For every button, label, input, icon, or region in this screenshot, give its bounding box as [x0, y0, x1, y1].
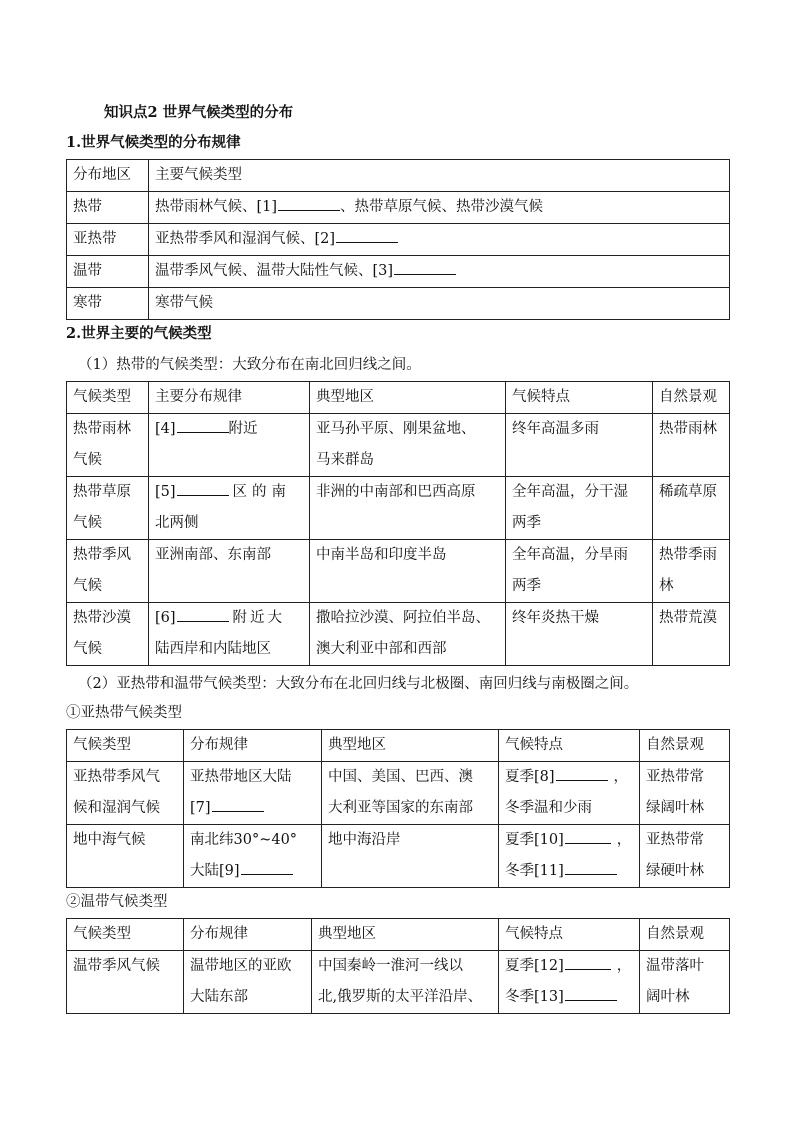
cell-line: 气候 — [73, 515, 102, 531]
header-cell: 分布规律 — [184, 730, 322, 762]
feature-cell — [499, 762, 640, 825]
cell-line: 陆西岸和内陆地区 — [155, 641, 271, 657]
cell-line: 南北纬30°~40° — [190, 832, 298, 848]
header-cell: 气候类型 — [67, 730, 184, 762]
header-cell: 自然景观 — [640, 919, 730, 951]
climate-type-cell: 地中海气候 — [67, 825, 184, 888]
cell-line: 亚热带常 — [646, 832, 704, 848]
climate-cell: 寒带气候 — [149, 288, 730, 320]
cell-text: 夏季[12] — [505, 958, 564, 974]
header-cell: 分布规律 — [184, 919, 312, 951]
scene-cell: 热带雨林 — [653, 414, 730, 477]
region-cell — [312, 951, 499, 1014]
cell-line: 大利亚等国家的东南部 — [328, 800, 473, 816]
cell-line: 阔叶林 — [646, 989, 690, 1005]
cell-line: 大陆东部 — [190, 989, 248, 1005]
cell-text: ， — [616, 958, 632, 974]
scene-cell: 热带荒漠 — [653, 603, 730, 666]
answer-blank[interactable] — [278, 194, 340, 211]
cell-line: 候和湿润气候 — [73, 800, 160, 816]
cell-text: 夏季[10] — [505, 832, 564, 848]
zone-cell: 寒带 — [67, 288, 149, 320]
climate-cell — [149, 224, 730, 256]
cell-line: 林 — [659, 578, 674, 594]
table-header-row — [67, 160, 730, 192]
answer-blank[interactable] — [556, 764, 608, 781]
distribution-cell: 亚洲南部、东南部 — [149, 540, 310, 603]
climate-type-cell — [67, 414, 149, 477]
answer-blank[interactable] — [177, 605, 229, 622]
subtropical-title: ①亚热带气候类型 — [66, 705, 182, 721]
cell-line: 全年高温，分干湿 — [512, 484, 628, 500]
cell-text: [5] — [155, 484, 176, 500]
header-cell: 自然景观 — [640, 730, 730, 762]
scene-cell: 稀疏草原 — [653, 477, 730, 540]
table-row — [67, 603, 730, 666]
region-cell — [310, 414, 506, 477]
answer-blank[interactable] — [241, 858, 293, 875]
table-row — [67, 224, 730, 256]
header-cell: 主要分布规律 — [149, 382, 310, 414]
distribution-cell — [149, 414, 310, 477]
climate-type-cell: 温带季风气候 — [67, 951, 184, 1014]
answer-blank[interactable] — [212, 795, 264, 812]
table-row — [67, 288, 730, 320]
table-row — [67, 951, 730, 1014]
cell-line: 马来群岛 — [316, 452, 374, 468]
cell-line: 热带季雨 — [659, 547, 717, 563]
distribution-cell — [184, 951, 312, 1014]
cell-text: 亚热带季风和湿润气候、[2] — [155, 231, 336, 247]
region-cell — [322, 762, 499, 825]
cell-line: 亚热带季风气 — [73, 769, 160, 785]
table-row — [67, 192, 730, 224]
cell-line: 两季 — [512, 578, 541, 594]
cell-line: 热带草原 — [73, 484, 131, 500]
zone-cell: 热带 — [67, 192, 149, 224]
answer-blank[interactable] — [336, 226, 398, 243]
cell-line: 热带季风 — [73, 547, 131, 563]
cell-line: 亚热带常 — [646, 769, 704, 785]
cell-line: 北,俄罗斯的太平洋沿岸、 — [318, 989, 483, 1005]
cell-line: 亚热带地区大陆 — [190, 769, 292, 785]
scene-cell — [640, 762, 730, 825]
table-header-row — [67, 730, 730, 762]
temperate-title: ②温带气候类型 — [66, 894, 168, 910]
cell-text: 夏季[8] — [505, 769, 555, 785]
temperate-intro: （2）亚热带和温带气候类型：大致分布在北回归线与北极圈、南回归线与南极圈之间。 — [78, 676, 639, 692]
cell-text: 附近大 — [232, 610, 286, 626]
table-row — [67, 762, 730, 825]
table-header-row — [67, 382, 730, 414]
table-row — [67, 540, 730, 603]
header-cell: 自然景观 — [653, 382, 730, 414]
cell-line: 气候 — [73, 641, 102, 657]
distribution-cell — [149, 603, 310, 666]
cell-text: 、热带草原气候、热带沙漠气候 — [340, 199, 544, 215]
distribution-table — [66, 159, 730, 320]
cell-line: 气候 — [73, 578, 102, 594]
header-cell: 典型地区 — [322, 730, 499, 762]
header-cell: 气候特点 — [499, 919, 640, 951]
answer-blank[interactable] — [565, 858, 617, 875]
cell-text: [7] — [190, 800, 211, 816]
table-row — [67, 477, 730, 540]
cell-line: 绿硬叶林 — [646, 863, 704, 879]
cell-line: 冬季温和少雨 — [505, 800, 592, 816]
answer-blank[interactable] — [394, 258, 456, 275]
header-cell: 气候特点 — [499, 730, 640, 762]
cell-line: 热带沙漠 — [73, 610, 131, 626]
table-row — [67, 414, 730, 477]
cell-line: 亚马孙平原、刚果盆地、 — [316, 421, 476, 437]
cell-line: 撒哈拉沙漠、阿拉伯半岛、 — [316, 610, 490, 626]
cell-text: 大陆[9] — [190, 863, 240, 879]
tropical-table — [66, 381, 730, 666]
cell-text: ， — [616, 832, 632, 848]
header-cell: 气候类型 — [67, 382, 149, 414]
cell-text: [6] — [155, 610, 176, 626]
region-cell — [310, 603, 506, 666]
scene-cell — [653, 540, 730, 603]
cell-text: 热带雨林气候、[1] — [155, 199, 278, 215]
feature-cell — [506, 477, 653, 540]
distribution-cell — [184, 825, 322, 888]
cell-line: 温带地区的亚欧 — [190, 958, 292, 974]
cell-text: 区的南 — [232, 484, 292, 500]
header-cell: 气候特点 — [506, 382, 653, 414]
region-cell: 地中海沿岸 — [322, 825, 499, 888]
part1-title: 1.世界气候类型的分布规律 — [66, 134, 241, 151]
climate-cell — [149, 192, 730, 224]
climate-cell — [149, 256, 730, 288]
temperate-table — [66, 918, 730, 1014]
feature-cell — [499, 951, 640, 1014]
answer-blank[interactable] — [177, 479, 229, 496]
scene-cell — [640, 951, 730, 1014]
cell-line: 澳大利亚中部和西部 — [316, 641, 447, 657]
cell-text: [4] — [155, 421, 176, 437]
cell-text: 附近 — [228, 421, 258, 437]
table-row — [67, 256, 730, 288]
cell-text: 冬季[13] — [505, 989, 564, 1005]
distribution-cell — [149, 477, 310, 540]
cell-line: 温带落叶 — [646, 958, 704, 974]
cell-text: 温带季风气候、温带大陆性气候、[3] — [155, 263, 394, 279]
answer-blank[interactable] — [565, 984, 617, 1001]
feature-cell: 终年高温多雨 — [506, 414, 653, 477]
distribution-cell — [184, 762, 322, 825]
feature-cell — [506, 540, 653, 603]
answer-blank[interactable] — [565, 953, 611, 970]
cell-text: ， — [613, 769, 629, 785]
cell-text: 冬季[11] — [505, 863, 564, 879]
feature-cell — [499, 825, 640, 888]
cell-line: 热带雨林 — [73, 421, 131, 437]
section-title: 知识点2 世界气候类型的分布 — [104, 104, 294, 121]
cell-line: 气候 — [73, 452, 102, 468]
scene-cell — [640, 825, 730, 888]
region-cell: 非洲的中南部和巴西高原 — [310, 477, 506, 540]
region-cell: 中南半岛和印度半岛 — [310, 540, 506, 603]
answer-blank[interactable] — [177, 416, 229, 433]
climate-type-cell — [67, 540, 149, 603]
part2-title: 2.世界主要的气候类型 — [66, 325, 212, 342]
cell-line: 北两侧 — [155, 515, 199, 531]
climate-type-cell — [67, 762, 184, 825]
table-header-row — [67, 919, 730, 951]
climate-type-cell — [67, 477, 149, 540]
table-row — [67, 825, 730, 888]
tropical-intro: （1）热带的气候类型：大致分布在南北回归线之间。 — [78, 357, 421, 373]
cell-line: 中国、美国、巴西、澳 — [328, 769, 473, 785]
zone-cell: 温带 — [67, 256, 149, 288]
cell-line: 两季 — [512, 515, 541, 531]
header-cell: 气候类型 — [67, 919, 184, 951]
header-cell: 典型地区 — [310, 382, 506, 414]
header-cell: 典型地区 — [312, 919, 499, 951]
subtropical-table — [66, 729, 730, 888]
header-cell: 分布地区 — [67, 160, 149, 192]
feature-cell: 终年炎热干燥 — [506, 603, 653, 666]
cell-line: 中国秦岭一淮河一线以 — [318, 958, 463, 974]
cell-line: 绿阔叶林 — [646, 800, 704, 816]
header-cell: 主要气候类型 — [149, 160, 730, 192]
cell-line: 全年高温，分旱雨 — [512, 547, 628, 563]
answer-blank[interactable] — [565, 827, 611, 844]
zone-cell: 亚热带 — [67, 224, 149, 256]
climate-type-cell — [67, 603, 149, 666]
